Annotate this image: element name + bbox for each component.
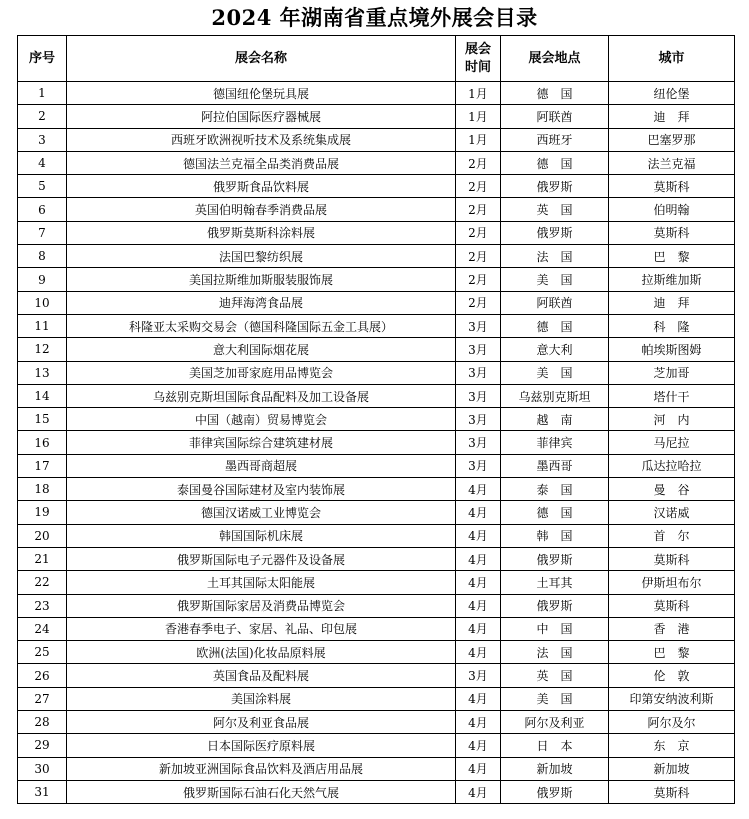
cell-month: 3月 [456,431,501,454]
cell-index: 22 [18,571,67,594]
cell-month: 4月 [456,594,501,617]
table-row [18,641,735,664]
cell-month: 4月 [456,524,501,547]
cell-country: 俄罗斯 [501,221,609,244]
cell-index: 29 [18,734,67,757]
cell-month: 4月 [456,757,501,780]
cell-month: 2月 [456,175,501,198]
cell-index: 2 [18,105,67,128]
cell-index: 27 [18,687,67,710]
cell-exhibition-name: 意大利国际烟花展 [67,338,456,361]
cell-exhibition-name: 土耳其国际太阳能展 [67,571,456,594]
cell-exhibition-name: 俄罗斯国际石油石化天然气展 [67,780,456,803]
cell-index: 25 [18,641,67,664]
cell-country: 土耳其 [501,571,609,594]
cell-city: 科 隆 [609,314,735,337]
cell-exhibition-name: 德国法兰克福全品类消费品展 [67,151,456,174]
cell-exhibition-name: 新加坡亚洲国际食品饮料及酒店用品展 [67,757,456,780]
table-row [18,547,735,570]
cell-country: 俄罗斯 [501,780,609,803]
cell-city: 香 港 [609,617,735,640]
cell-month: 3月 [456,408,501,431]
cell-city: 伊斯坦布尔 [609,571,735,594]
cell-month: 4月 [456,571,501,594]
cell-index: 24 [18,617,67,640]
cell-exhibition-name: 韩国国际机床展 [67,524,456,547]
table-row [18,82,735,105]
cell-exhibition-name: 迪拜海湾食品展 [67,291,456,314]
cell-exhibition-name: 西班牙欧洲视听技术及系统集成展 [67,128,456,151]
cell-index: 16 [18,431,67,454]
cell-country: 菲律宾 [501,431,609,454]
cell-month: 4月 [456,734,501,757]
cell-city: 塔什干 [609,384,735,407]
cell-city: 莫斯科 [609,175,735,198]
cell-city: 河 内 [609,408,735,431]
table-row [18,757,735,780]
cell-month: 4月 [456,780,501,803]
cell-country: 乌兹别克斯坦 [501,384,609,407]
cell-country: 英 国 [501,198,609,221]
cell-country: 法 国 [501,641,609,664]
table-row [18,221,735,244]
cell-index: 19 [18,501,67,524]
table-row [18,198,735,221]
cell-month: 2月 [456,268,501,291]
cell-month: 4月 [456,501,501,524]
cell-index: 18 [18,478,67,501]
cell-city: 芝加哥 [609,361,735,384]
cell-month: 4月 [456,641,501,664]
cell-exhibition-name: 俄罗斯莫斯科涂料展 [67,221,456,244]
cell-country: 墨西哥 [501,454,609,477]
cell-index: 20 [18,524,67,547]
cell-exhibition-name: 墨西哥商超展 [67,454,456,477]
cell-exhibition-name: 美国拉斯维加斯服装服饰展 [67,268,456,291]
table-row [18,105,735,128]
cell-exhibition-name: 俄罗斯食品饮料展 [67,175,456,198]
cell-exhibition-name: 英国食品及配料展 [67,664,456,687]
cell-month: 4月 [456,478,501,501]
cell-country: 意大利 [501,338,609,361]
cell-country: 俄罗斯 [501,547,609,570]
cell-month: 3月 [456,338,501,361]
cell-city: 曼 谷 [609,478,735,501]
table-row [18,268,735,291]
cell-index: 8 [18,245,67,268]
cell-country: 英 国 [501,664,609,687]
cell-month: 4月 [456,687,501,710]
cell-country: 德 国 [501,82,609,105]
cell-index: 11 [18,314,67,337]
cell-city: 汉诺威 [609,501,735,524]
table-row [18,594,735,617]
cell-index: 31 [18,780,67,803]
cell-country: 德 国 [501,151,609,174]
cell-index: 10 [18,291,67,314]
cell-month: 3月 [456,384,501,407]
cell-exhibition-name: 俄罗斯国际电子元器件及设备展 [67,547,456,570]
cell-country: 阿联酋 [501,291,609,314]
cell-city: 巴塞罗那 [609,128,735,151]
cell-city: 巴 黎 [609,245,735,268]
cell-city: 首 尔 [609,524,735,547]
cell-country: 新加坡 [501,757,609,780]
cell-index: 15 [18,408,67,431]
cell-exhibition-name: 俄罗斯国际家居及消费品博览会 [67,594,456,617]
cell-city: 伦 敦 [609,664,735,687]
cell-country: 法 国 [501,245,609,268]
cell-exhibition-name: 科隆亚太采购交易会（德国科隆国际五金工具展） [67,314,456,337]
table-row [18,175,735,198]
table-row [18,128,735,151]
cell-city: 莫斯科 [609,221,735,244]
table-row [18,384,735,407]
cell-city: 莫斯科 [609,594,735,617]
cell-index: 28 [18,711,67,734]
cell-country: 越 南 [501,408,609,431]
cell-country: 美 国 [501,268,609,291]
table-row [18,571,735,594]
header-location: 展会地点 [501,36,609,82]
cell-city: 瓜达拉哈拉 [609,454,735,477]
cell-city: 法兰克福 [609,151,735,174]
cell-month: 1月 [456,105,501,128]
cell-country: 泰 国 [501,478,609,501]
table-row [18,314,735,337]
cell-country: 阿联酋 [501,105,609,128]
table-row [18,734,735,757]
cell-index: 5 [18,175,67,198]
table-row [18,780,735,803]
cell-exhibition-name: 美国芝加哥家庭用品博览会 [67,361,456,384]
cell-country: 美 国 [501,687,609,710]
cell-month: 4月 [456,547,501,570]
cell-index: 7 [18,221,67,244]
cell-exhibition-name: 阿拉伯国际医疗器械展 [67,105,456,128]
cell-exhibition-name: 阿尔及利亚食品展 [67,711,456,734]
cell-exhibition-name: 中国（越南）贸易博览会 [67,408,456,431]
cell-index: 21 [18,547,67,570]
cell-index: 13 [18,361,67,384]
cell-country: 韩 国 [501,524,609,547]
cell-country: 俄罗斯 [501,175,609,198]
header-index: 序号 [18,36,67,82]
cell-month: 3月 [456,361,501,384]
cell-country: 俄罗斯 [501,594,609,617]
cell-country: 日 本 [501,734,609,757]
table-row [18,664,735,687]
cell-exhibition-name: 菲律宾国际综合建筑建材展 [67,431,456,454]
cell-month: 4月 [456,711,501,734]
cell-index: 30 [18,757,67,780]
cell-city: 东 京 [609,734,735,757]
cell-city: 迪 拜 [609,291,735,314]
cell-month: 1月 [456,128,501,151]
cell-city: 帕埃斯图姆 [609,338,735,361]
cell-index: 3 [18,128,67,151]
cell-exhibition-name: 美国涂料展 [67,687,456,710]
cell-city: 莫斯科 [609,547,735,570]
table-row [18,361,735,384]
table-row [18,245,735,268]
cell-exhibition-name: 日本国际医疗原料展 [67,734,456,757]
table-row [18,454,735,477]
cell-city: 伯明翰 [609,198,735,221]
table-row [18,524,735,547]
cell-country: 阿尔及利亚 [501,711,609,734]
cell-country: 西班牙 [501,128,609,151]
header-name: 展会名称 [67,36,456,82]
cell-index: 14 [18,384,67,407]
cell-month: 3月 [456,314,501,337]
exhibition-table [17,35,735,804]
cell-exhibition-name: 德国纽伦堡玩具展 [67,82,456,105]
cell-country: 德 国 [501,501,609,524]
table-row [18,617,735,640]
cell-city: 阿尔及尔 [609,711,735,734]
table-row [18,501,735,524]
cell-month: 3月 [456,664,501,687]
cell-index: 23 [18,594,67,617]
header-time [456,36,501,82]
cell-month: 4月 [456,617,501,640]
cell-city: 迪 拜 [609,105,735,128]
header-time-label: 展会时间 [464,41,491,75]
table-row [18,408,735,431]
table-row [18,151,735,174]
cell-index: 6 [18,198,67,221]
cell-exhibition-name: 欧洲(法国)化妆品原料展 [67,641,456,664]
cell-index: 9 [18,268,67,291]
cell-month: 2月 [456,221,501,244]
cell-month: 2月 [456,245,501,268]
cell-exhibition-name: 英国伯明翰春季消费品展 [67,198,456,221]
cell-month: 1月 [456,82,501,105]
cell-city: 纽伦堡 [609,82,735,105]
cell-city: 印第安纳波利斯 [609,687,735,710]
header-city: 城市 [609,36,735,82]
cell-exhibition-name: 法国巴黎纺织展 [67,245,456,268]
table-row [18,431,735,454]
cell-month: 2月 [456,291,501,314]
table-body [18,82,735,804]
cell-index: 12 [18,338,67,361]
cell-exhibition-name: 乌兹别克斯坦国际食品配料及加工设备展 [67,384,456,407]
cell-country: 中 国 [501,617,609,640]
cell-city: 巴 黎 [609,641,735,664]
cell-index: 17 [18,454,67,477]
cell-city: 新加坡 [609,757,735,780]
cell-country: 德 国 [501,314,609,337]
cell-exhibition-name: 德国汉诺威工业博览会 [67,501,456,524]
cell-city: 马尼拉 [609,431,735,454]
cell-month: 2月 [456,151,501,174]
header-row [18,36,735,82]
table-row [18,711,735,734]
cell-index: 26 [18,664,67,687]
table-row [18,291,735,314]
cell-index: 1 [18,82,67,105]
table-row [18,687,735,710]
page-title: 2024 年湖南省重点境外展会目录 [211,5,538,30]
cell-country: 美 国 [501,361,609,384]
cell-month: 3月 [456,454,501,477]
cell-month: 2月 [456,198,501,221]
table-row [18,478,735,501]
table-row [18,338,735,361]
cell-city: 拉斯维加斯 [609,268,735,291]
cell-exhibition-name: 泰国曼谷国际建材及室内装饰展 [67,478,456,501]
cell-exhibition-name: 香港春季电子、家居、礼品、印包展 [67,617,456,640]
cell-index: 4 [18,151,67,174]
cell-city: 莫斯科 [609,780,735,803]
